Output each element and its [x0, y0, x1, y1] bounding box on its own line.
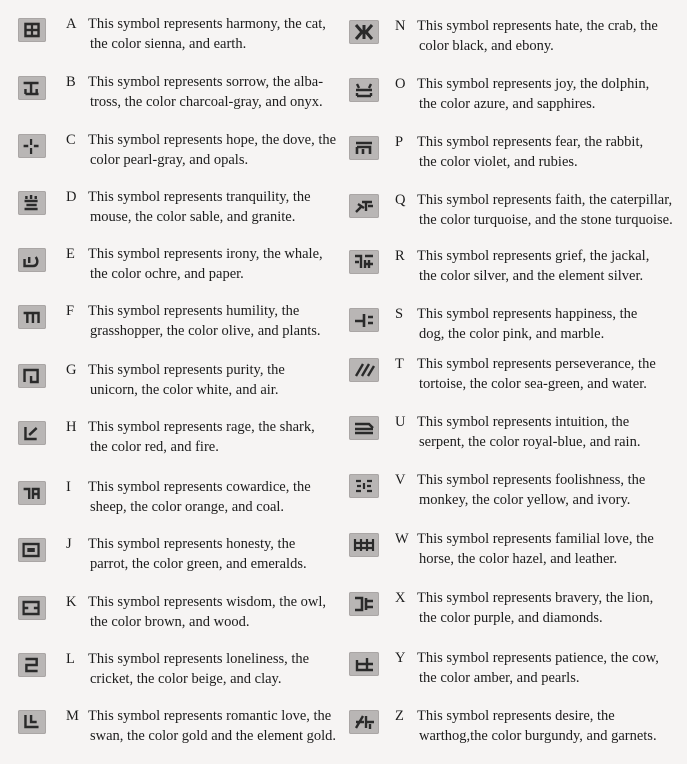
- description-line-2: the color violet, and rubies.: [419, 154, 578, 170]
- entry-letter: O: [395, 76, 406, 92]
- description-line-2: serpent, the color royal-blue, and rain.: [419, 434, 641, 450]
- symbol-entry-h: [0, 421, 340, 471]
- description-line-1: This symbol represents familial love, the: [417, 531, 654, 547]
- entry-letter: X: [395, 590, 406, 606]
- description-line-1: This symbol represents sorrow, the alba-: [88, 74, 324, 90]
- glyph-p-icon: [349, 136, 379, 160]
- symbol-entry-i: [0, 481, 340, 531]
- description-line-2: the color azure, and sapphires.: [419, 96, 596, 112]
- glyph-j-icon: [18, 538, 46, 562]
- glyph-f-icon: [18, 305, 46, 329]
- symbol-entry-f: [0, 305, 340, 355]
- entry-letter: B: [66, 74, 76, 90]
- description-line-2: color black, and ebony.: [419, 38, 554, 54]
- description-line-1: This symbol represents tranquility, the: [88, 189, 311, 205]
- description-line-1: This symbol represents humility, the: [88, 303, 300, 319]
- glyph-l-icon: [18, 653, 46, 677]
- symbol-entry-p: [343, 136, 687, 186]
- glyph-v-icon: [349, 474, 379, 498]
- glyph-r-icon: [349, 250, 379, 274]
- symbol-entry-u: [343, 416, 687, 466]
- glyph-a-icon: [18, 18, 46, 42]
- entry-description: [88, 534, 338, 574]
- description-line-1: This symbol represents cowardice, the: [88, 479, 311, 495]
- glyph-g-icon: [18, 364, 46, 388]
- symbol-entry-r: [343, 250, 687, 300]
- entry-letter: V: [395, 472, 406, 488]
- entry-description: [417, 74, 685, 114]
- symbol-entry-a: [0, 18, 340, 68]
- entry-description: [417, 529, 685, 569]
- glyph-w-icon: [349, 533, 379, 557]
- entry-description: [417, 16, 685, 56]
- entry-description: [88, 417, 338, 457]
- description-line-2: mouse, the color sable, and granite.: [90, 209, 296, 225]
- entry-letter: M: [66, 708, 79, 724]
- description-line-2: cricket, the color beige, and clay.: [90, 671, 282, 687]
- description-line-1: This symbol represents happiness, the: [417, 306, 638, 322]
- glyph-b-icon: [18, 76, 46, 100]
- entry-letter: D: [66, 189, 77, 205]
- entry-description: [417, 470, 685, 510]
- symbol-entry-b: [0, 76, 340, 126]
- description-line-1: This symbol represents purity, the: [88, 362, 285, 378]
- symbol-entry-m: [0, 710, 340, 760]
- glyph-m-icon: [18, 710, 46, 734]
- symbol-entry-s: [343, 308, 687, 358]
- description-line-1: This symbol represents rage, the shark,: [88, 419, 315, 435]
- description-line-1: This symbol represents intuition, the: [417, 414, 630, 430]
- entry-description: [417, 648, 685, 688]
- description-line-2: the color silver, and the element silver.: [419, 268, 644, 284]
- description-line-2: tortoise, the color sea-green, and water.: [419, 376, 647, 392]
- description-line-2: the color brown, and wood.: [90, 614, 250, 630]
- symbol-entry-g: [0, 364, 340, 414]
- entry-letter: J: [66, 536, 72, 552]
- description-line-1: This symbol represents fear, the rabbit,: [417, 134, 644, 150]
- description-line-1: This symbol represents wisdom, the owl,: [88, 594, 327, 610]
- entry-description: [417, 304, 685, 344]
- glyph-h-icon: [18, 421, 46, 445]
- description-line-2: the color turquoise, and the stone turquoise.: [419, 212, 673, 228]
- symbol-entry-j: [0, 538, 340, 588]
- entry-description: [88, 592, 338, 632]
- entry-description: [417, 412, 685, 452]
- entry-description: [417, 246, 685, 286]
- entry-letter: K: [66, 594, 77, 610]
- glyph-s-icon: [349, 308, 379, 332]
- entry-letter: Y: [395, 650, 406, 666]
- description-line-1: This symbol represents honesty, the: [88, 536, 296, 552]
- glyph-e-icon: [18, 248, 46, 272]
- glyph-z-icon: [349, 710, 379, 734]
- entry-description: [88, 187, 338, 227]
- entry-description: [417, 588, 685, 628]
- glyph-q-icon: [349, 194, 379, 218]
- description-line-2: color pearl-gray, and opals.: [90, 152, 249, 168]
- entry-letter: C: [66, 132, 76, 148]
- entry-letter: U: [395, 414, 406, 430]
- symbol-entry-v: [343, 474, 687, 524]
- entry-letter: P: [395, 134, 404, 150]
- description-line-1: This symbol represents romantic love, the: [88, 708, 332, 724]
- description-line-2: the color red, and fire.: [90, 439, 219, 455]
- entry-letter: G: [66, 362, 77, 378]
- description-line-1: This symbol represents harmony, the cat,: [88, 16, 326, 32]
- symbol-entry-c: [0, 134, 340, 184]
- entry-letter: L: [66, 651, 75, 667]
- entry-letter: R: [395, 248, 405, 264]
- entry-description: [88, 130, 338, 170]
- description-line-1: This symbol represents faith, the caterpillar,: [417, 192, 673, 208]
- description-line-2: the color amber, and pearls.: [419, 670, 580, 686]
- description-line-2: parrot, the color green, and emeralds.: [90, 556, 307, 572]
- description-line-1: This symbol represents loneliness, the: [88, 651, 310, 667]
- entry-description: [88, 477, 338, 517]
- entry-letter: Q: [395, 192, 406, 208]
- entry-letter: S: [395, 306, 404, 322]
- symbol-entry-d: [0, 191, 340, 241]
- description-line-2: monkey, the color yellow, and ivory.: [419, 492, 631, 508]
- description-line-1: This symbol represents joy, the dolphin,: [417, 76, 650, 92]
- symbol-entry-y: [343, 652, 687, 702]
- description-line-2: the color sienna, and earth.: [90, 36, 247, 52]
- glyph-y-icon: [349, 652, 379, 676]
- description-line-1: This symbol represents hate, the crab, the: [417, 18, 658, 34]
- description-line-1: This symbol represents bravery, the lion,: [417, 590, 654, 606]
- description-line-1: This symbol represents hope, the dove, the: [88, 132, 337, 148]
- symbol-entry-w: [343, 533, 687, 583]
- entry-letter: W: [395, 531, 409, 547]
- symbol-entry-q: [343, 194, 687, 244]
- description-line-2: warthog,the color burgundy, and garnets.: [419, 728, 657, 744]
- description-line-2: the color purple, and diamonds.: [419, 610, 603, 626]
- entry-description: [88, 360, 338, 400]
- symbol-entry-k: [0, 596, 340, 646]
- glyph-k-icon: [18, 596, 46, 620]
- entry-letter: F: [66, 303, 75, 319]
- entry-description: [88, 14, 338, 54]
- entry-letter: A: [66, 16, 77, 32]
- entry-description: [417, 354, 685, 394]
- description-line-2: swan, the color gold and the element gold.: [90, 728, 337, 744]
- entry-description: [88, 301, 338, 341]
- description-line-2: horse, the color hazel, and leather.: [419, 551, 618, 567]
- symbol-entry-t: [343, 358, 687, 408]
- entry-letter: Z: [395, 708, 404, 724]
- symbol-entry-l: [0, 653, 340, 703]
- glyph-o-icon: [349, 78, 379, 102]
- entry-letter: T: [395, 356, 404, 372]
- description-line-2: dog, the color pink, and marble.: [419, 326, 605, 342]
- entry-description: [417, 706, 685, 746]
- glyph-x-icon: [349, 592, 379, 616]
- description-line-1: This symbol represents grief, the jackal,: [417, 248, 650, 264]
- description-line-1: This symbol represents patience, the cow,: [417, 650, 659, 666]
- entry-description: [88, 244, 338, 284]
- glyph-i-icon: [18, 481, 46, 505]
- description-line-2: tross, the color charcoal-gray, and onyx.: [90, 94, 323, 110]
- description-line-1: This symbol represents perseverance, the: [417, 356, 656, 372]
- symbol-entry-x: [343, 592, 687, 642]
- entry-letter: N: [395, 18, 406, 34]
- symbol-entry-n: [343, 20, 687, 70]
- description-line-2: the color ochre, and paper.: [90, 266, 244, 282]
- entry-description: [88, 706, 338, 746]
- entry-description: [417, 190, 685, 230]
- glyph-n-icon: [349, 20, 379, 44]
- symbol-entry-o: [343, 78, 687, 128]
- description-line-2: grasshopper, the color olive, and plants.: [90, 323, 321, 339]
- description-line-1: This symbol represents desire, the: [417, 708, 615, 724]
- entry-letter: I: [66, 479, 71, 495]
- entry-description: [417, 132, 685, 172]
- symbol-entry-e: [0, 248, 340, 298]
- entry-description: [88, 72, 338, 112]
- entry-letter: E: [66, 246, 75, 262]
- description-line-2: sheep, the color orange, and coal.: [90, 499, 285, 515]
- description-line-1: This symbol represents foolishness, the: [417, 472, 646, 488]
- symbol-entry-z: [343, 710, 687, 760]
- glyph-d-icon: [18, 191, 46, 215]
- entry-letter: H: [66, 419, 77, 435]
- glyph-c-icon: [18, 134, 46, 158]
- entry-description: [88, 649, 338, 689]
- description-line-1: This symbol represents irony, the whale,: [88, 246, 323, 262]
- description-line-2: unicorn, the color white, and air.: [90, 382, 279, 398]
- glyph-t-icon: [349, 358, 379, 382]
- glyph-u-icon: [349, 416, 379, 440]
